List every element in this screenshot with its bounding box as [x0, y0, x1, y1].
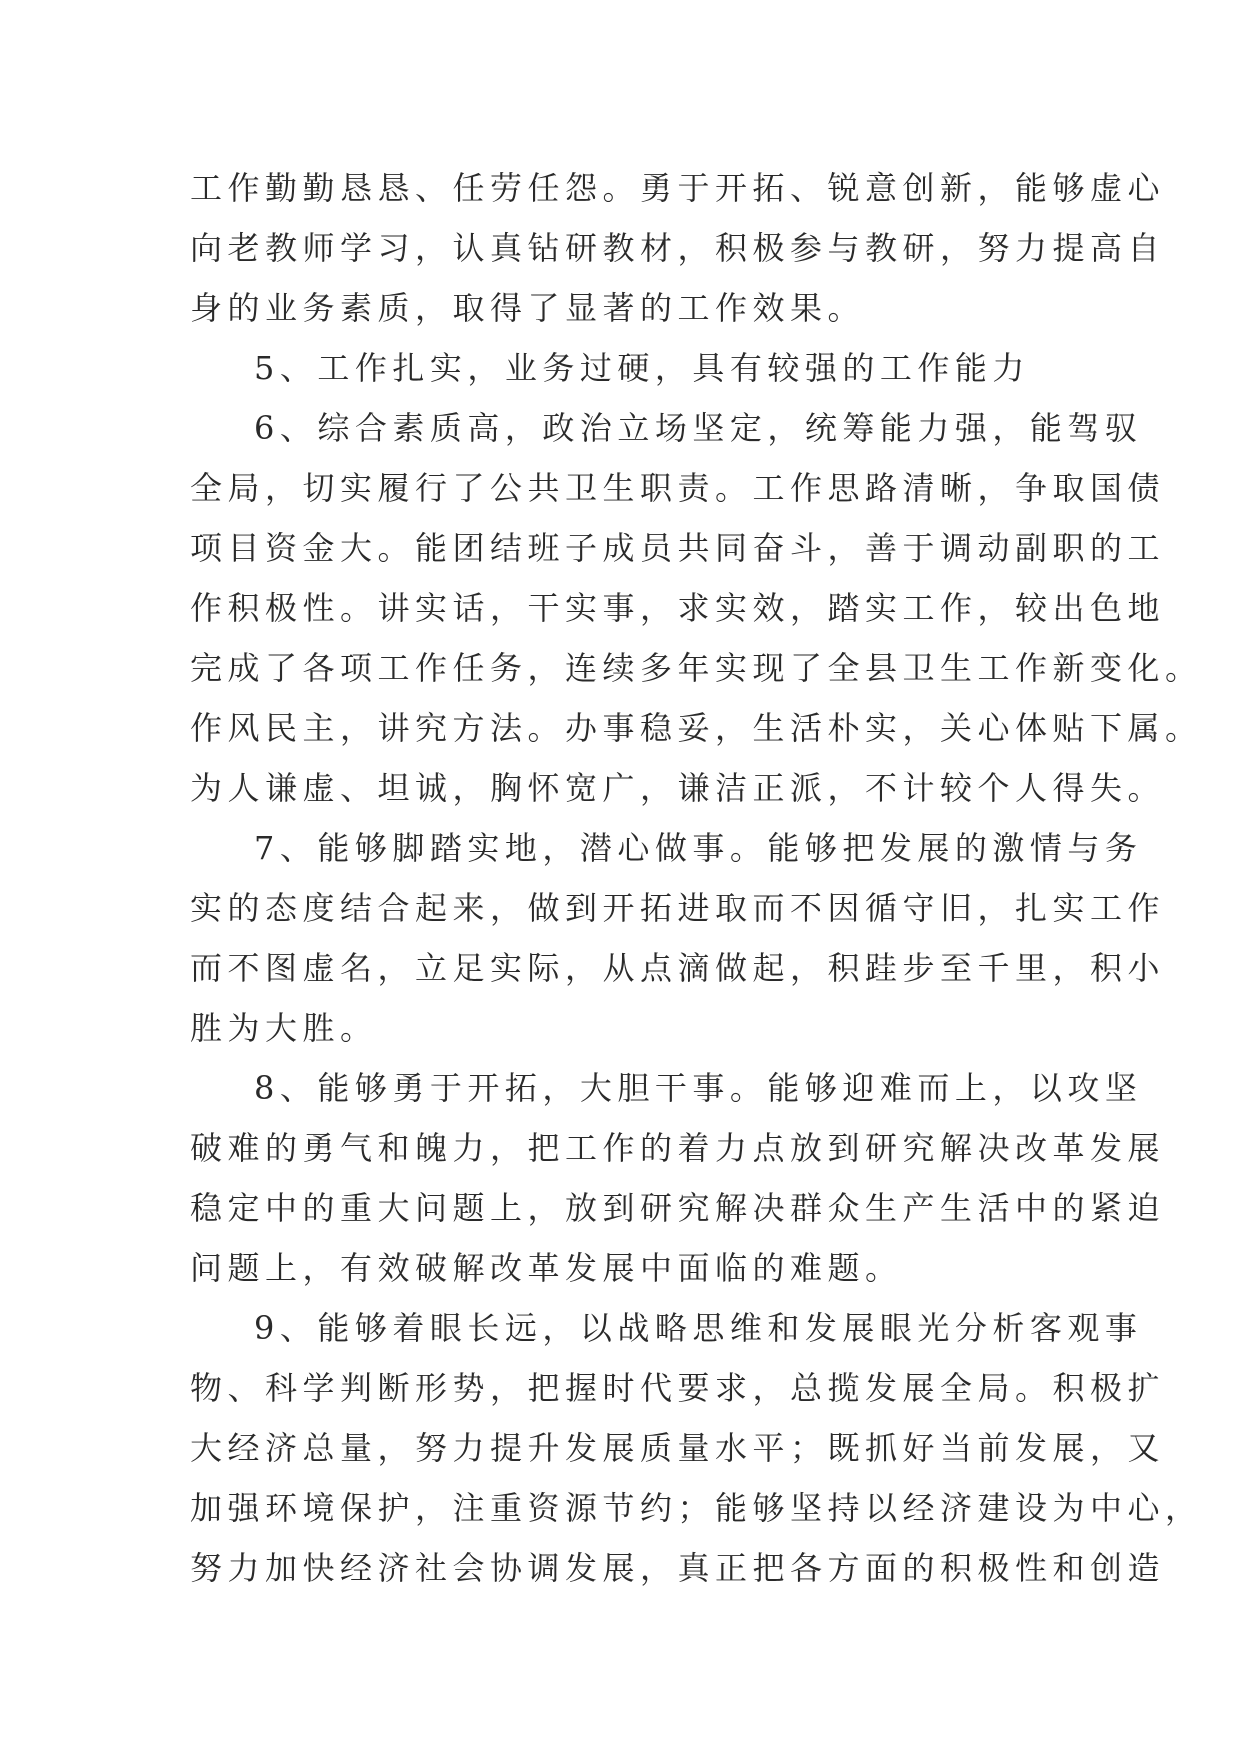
text-line: 完成了各项工作任务，连续多年实现了全县卫生工作新变化。 — [190, 649, 1203, 687]
document-body — [190, 158, 1203, 1598]
text-line: 工作勤勤恳恳、任劳任怨。勇于开拓、锐意创新，能够虚心 — [190, 169, 1166, 207]
text-line: 问题上，有效破解改革发展中面临的难题。 — [190, 1249, 903, 1287]
paragraph-5-heading: 5、工作扎实，业务过硬，具有较强的工作能力 — [254, 349, 1030, 387]
paragraph-9-start: 9、能够着眼长远，以战略思维和发展眼光分析客观事 — [254, 1309, 1143, 1347]
text-line: 而不图虚名，立足实际，从点滴做起，积跬步至千里，积小 — [190, 949, 1166, 987]
text-line: 项目资金大。能团结班子成员共同奋斗，善于调动副职的工 — [190, 529, 1166, 567]
text-line: 大经济总量，努力提升发展质量水平；既抓好当前发展，又 — [190, 1429, 1166, 1467]
text-line: 作风民主，讲究方法。办事稳妥，生活朴实，关心体贴下属。 — [190, 709, 1203, 747]
text-line: 破难的勇气和魄力，把工作的着力点放到研究解决改革发展 — [190, 1129, 1166, 1167]
text-line: 努力加快经济社会协调发展，真正把各方面的积极性和创造 — [190, 1549, 1166, 1587]
text-line: 全局，切实履行了公共卫生职责。工作思路清晰，争取国债 — [190, 469, 1166, 507]
text-line: 为人谦虚、坦诚，胸怀宽广，谦洁正派，不计较个人得失。 — [190, 769, 1166, 807]
text-line: 向老教师学习，认真钻研教材，积极参与教研，努力提高自 — [190, 229, 1166, 267]
text-line: 身的业务素质，取得了显著的工作效果。 — [190, 289, 866, 327]
paragraph-8-start: 8、能够勇于开拓，大胆干事。能够迎难而上，以攻坚 — [254, 1069, 1143, 1107]
text-line: 作积极性。讲实话，干实事，求实效，踏实工作，较出色地 — [190, 589, 1166, 627]
paragraph-6-start: 6、综合素质高，政治立场坚定，统筹能力强，能驾驭 — [254, 409, 1143, 447]
text-line: 实的态度结合起来，做到开拓进取而不因循守旧，扎实工作 — [190, 889, 1166, 927]
text-line: 加强环境保护，注重资源节约；能够坚持以经济建设为中心， — [190, 1489, 1203, 1527]
text-line: 胜为大胜。 — [190, 1009, 378, 1047]
text-line: 稳定中的重大问题上，放到研究解决群众生产生活中的紧迫 — [190, 1189, 1166, 1227]
text-line: 物、科学判断形势，把握时代要求，总揽发展全局。积极扩 — [190, 1369, 1166, 1407]
paragraph-7-start: 7、能够脚踏实地，潜心做事。能够把发展的激情与务 — [254, 829, 1143, 867]
